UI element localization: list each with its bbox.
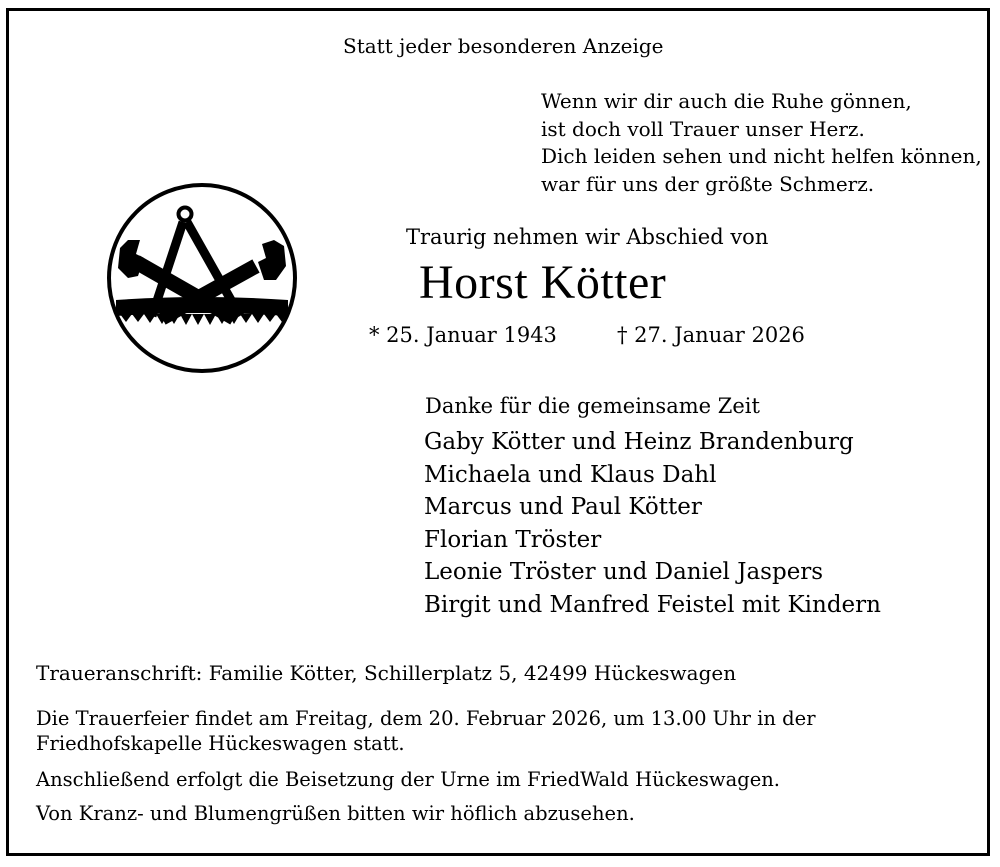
poem	[541, 88, 982, 198]
mourning-address: Traueranschrift: Familie Kötter, Schillerplatz 5, 42499 Hückeswagen	[36, 661, 737, 685]
family-list	[424, 426, 881, 622]
poem-line: Dich leiden sehen und nicht helfen können,	[541, 144, 982, 168]
family-member: Marcus und Paul Kötter	[424, 494, 702, 521]
family-member: Michaela und Klaus Dahl	[424, 461, 717, 488]
family-member: Gaby Kötter und Heinz Brandenburg	[424, 429, 854, 455]
flowers-request: Von Kranz- und Blumengrüßen bitten wir höflich abzusehen.	[36, 802, 635, 825]
family-member: Florian Tröster	[424, 526, 602, 553]
family-member: Leonie Tröster und Daniel Jaspers	[424, 559, 824, 586]
carpenter-tools-emblem-icon	[106, 182, 298, 374]
farewell-intro: Traurig nehmen wir Abschied von	[406, 225, 769, 249]
death-date: † 27. Januar 2026	[617, 323, 805, 347]
birth-date: * 25. Januar 1943	[369, 323, 557, 347]
poem-line: war für uns der größte Schmerz.	[541, 171, 875, 196]
poem-line: Wenn wir dir auch die Ruhe gönnen,	[541, 89, 912, 113]
family-member: Birgit und Manfred Feistel mit Kindern	[424, 591, 881, 618]
poem-line: ist doch voll Trauer unser Herz.	[541, 116, 865, 141]
urn-burial-info: Anschließend erfolgt die Beisetzung der Urne im FriedWald Hückeswagen.	[36, 768, 781, 791]
notice-header: Statt jeder besonderen Anzeige	[343, 34, 664, 58]
thanks-line: Danke für die gemeinsame Zeit	[425, 394, 760, 418]
ceremony-info: Die Trauerfeier findet am Freitag, dem 20. Februar 2026, um 13.00 Uhr in der Friedhofskapelle Hückeswagen statt.	[36, 707, 816, 755]
deceased-name: Horst Kötter	[419, 256, 667, 309]
